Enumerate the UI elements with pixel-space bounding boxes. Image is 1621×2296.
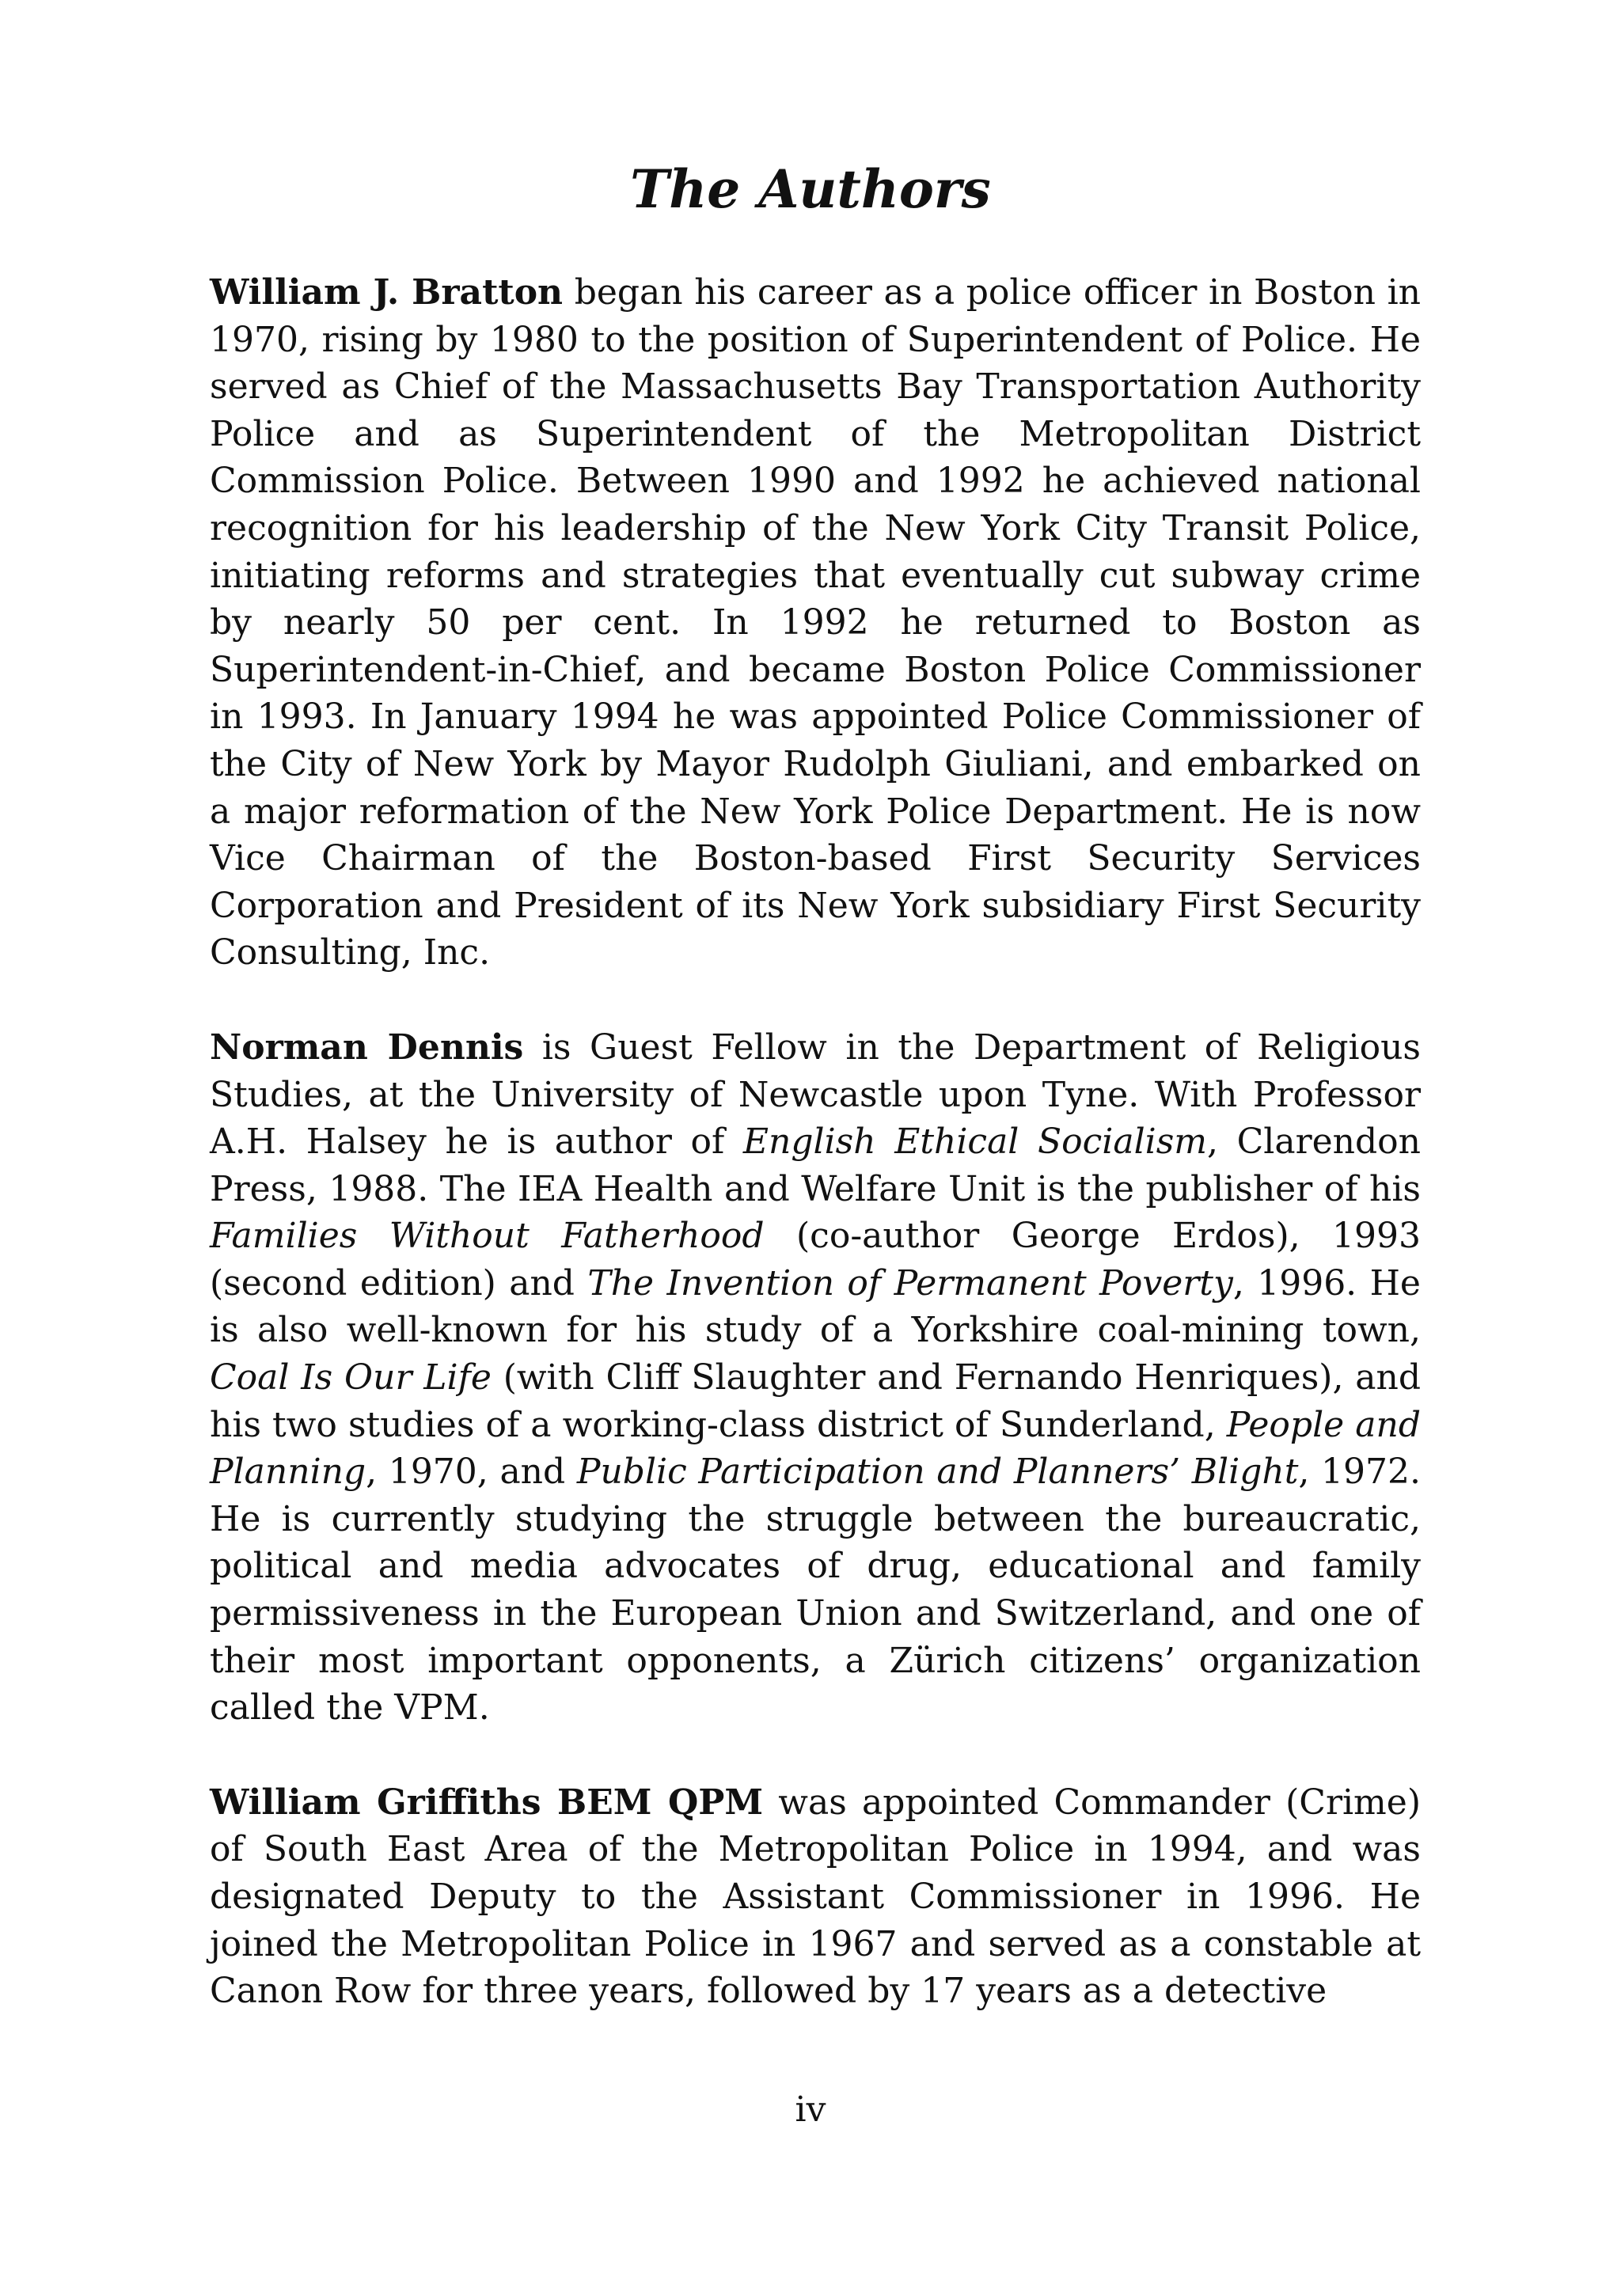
work-title: Families Without Fatherhood — [210, 1216, 765, 1257]
author-name: William Griffiths BEM QPM — [210, 1782, 764, 1823]
bio-text: , 1972. He is currently studying the struggle between the bureaucratic, political and media advocates of drug, educational and family permissiveness in the European Union and Switzerland, and one of their most important opponents, a Zürich citizens’ organization called the VPM. — [210, 1452, 1422, 1729]
work-title: The Invention of Permanent Poverty — [587, 1262, 1233, 1304]
work-title: Coal Is Our Life — [210, 1357, 492, 1398]
author-bios — [210, 269, 1421, 2063]
page-title: The Authors — [630, 158, 991, 220]
work-title: English Ethical Socialism — [742, 1121, 1208, 1163]
author-bio-bratton — [210, 269, 1421, 977]
bio-text: (co-author George Erdos), 1993 (second edition) and — [210, 1216, 1421, 1304]
bio-text: , 1970, and — [366, 1452, 577, 1493]
bio-text: is Guest Fellow in the Department of Religious Studies, at the University of Newcastle upon Tyne. With Professor A.H. Halsey he is author of — [210, 1027, 1421, 1163]
author-bio-griffiths — [210, 1779, 1421, 2015]
work-title: Public Participation and Planners’ Blight — [576, 1452, 1299, 1493]
bio-text: began his career as a police officer in Boston in 1970, rising by 1980 to the position of Superintendent of Police. He served as Chief of the Massachusetts Bay Transportation Authority Police and as Superintendent of the Metropolitan District Commission Police. Between 1990 and 1992 he achieved national recognition for his leadership of the New York City Transit Police, initiating reforms and strategies that eventually cut subway crime by nearly 50 per cent. In 1992 he returned to Boston as Superintendent-in-Chief, and became Boston Police Commissioner in 1993. In January 1994 he was appointed Police Commissioner of the City of New York by Mayor Rudolph Giuliani, and embarked on a major reformation of the New York Police Department. He is now Vice Chairman of the Boston-based First Security Services Corporation and President of its New York subsidiary First Security Consulting, Inc. — [210, 272, 1421, 973]
author-bio-dennis — [210, 1024, 1421, 1732]
bio-text: (with Cliff Slaughter and Fernando Henriques), and his two studies of a working-class district of Sunderland, — [210, 1357, 1421, 1445]
author-name: Norman Dennis — [210, 1027, 524, 1068]
page-number: iv — [795, 2089, 826, 2130]
work-title: People and Planning — [210, 1404, 1421, 1493]
bio-text: , Clarendon Press, 1988. The IEA Health and Welfare Unit is the publisher of his — [210, 1121, 1421, 1209]
bio-text: was appointed Commander (Crime) of South East Area of the Metropolitan Police in 1994, and was designated Deputy to the Assistant Commissioner in 1996. He joined the Metropolitan Police in 1967 and served as a constable at Canon Row for three years, followed by 17 years as a detective — [210, 1782, 1421, 2012]
bio-text: , 1996. He is also well-known for his study of a Yorkshire coal-mining town, — [210, 1262, 1421, 1351]
author-name: William J. Bratton — [210, 272, 564, 313]
